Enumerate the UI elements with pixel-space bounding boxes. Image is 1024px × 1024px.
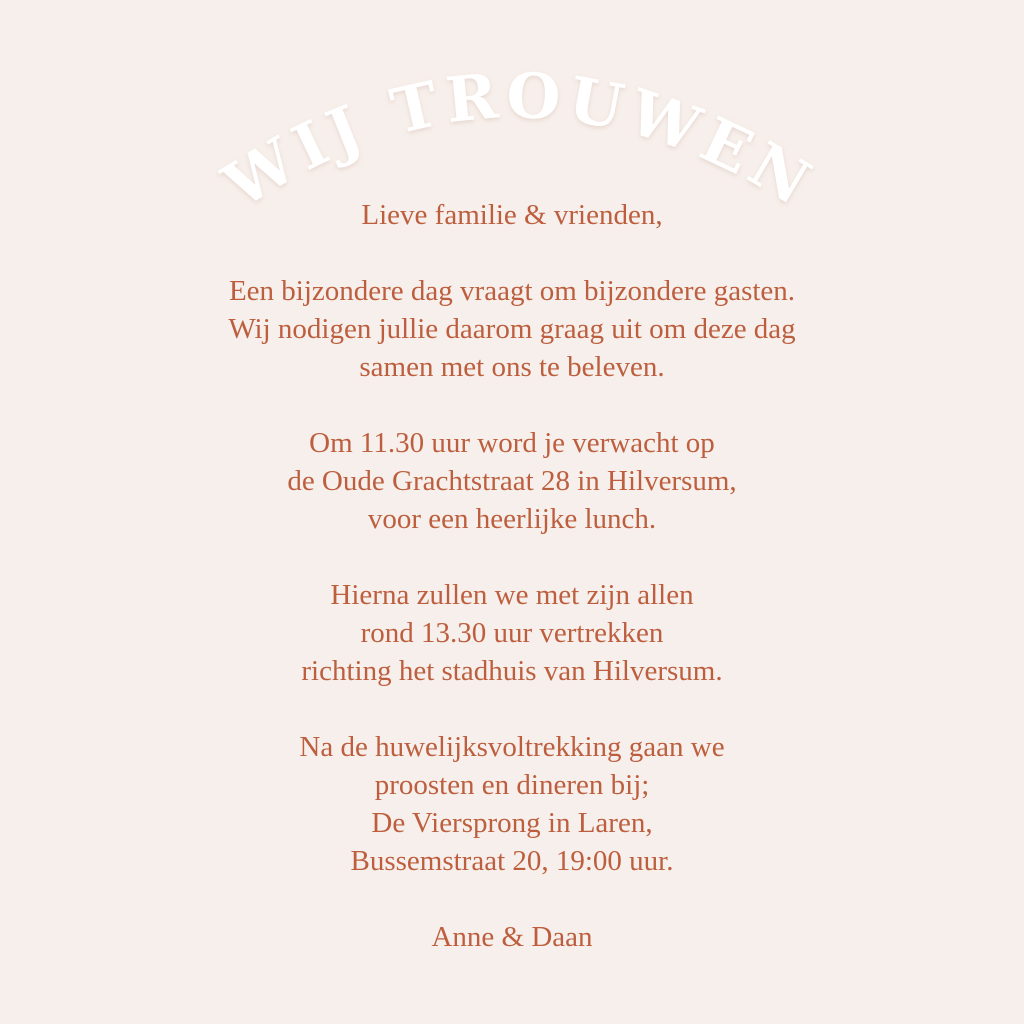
greeting-block: [0, 196, 1024, 234]
ceremony-line-1: Hierna zullen we met zijn allen: [330, 579, 694, 611]
title-textpath: WIJ TROUWEN: [211, 58, 828, 223]
signature-block: [0, 918, 1024, 956]
lunch-line-1: Om 11.30 uur word je verwacht op: [309, 427, 715, 459]
paragraph-ceremony: [0, 576, 1024, 690]
dinner-line-1: Na de huwelijksvoltrekking gaan we: [299, 731, 725, 763]
dinner-line-4: Bussemstraat 20, 19:00 uur.: [350, 845, 674, 877]
paragraph-lunch: [0, 424, 1024, 538]
signature: Anne & Daan: [431, 921, 593, 953]
greeting: Lieve familie & vrienden,: [361, 199, 663, 231]
intro-line-3: samen met ons te beleven.: [359, 351, 665, 383]
ceremony-line-2: rond 13.30 uur vertrekken: [360, 617, 664, 649]
lunch-line-2: de Oude Grachtstraat 28 in Hilversum,: [287, 465, 737, 497]
dinner-line-3: De Viersprong in Laren,: [371, 807, 653, 839]
dinner-line-2: proosten en dineren bij;: [374, 769, 650, 801]
intro-line-1: Een bijzondere dag vraagt om bijzondere gasten.: [228, 275, 796, 307]
paragraph-dinner: [0, 728, 1024, 880]
intro-line-2: Wij nodigen jullie daarom graag uit om deze dag: [228, 313, 796, 345]
paragraph-intro: [0, 272, 1024, 386]
ceremony-line-3: richting het stadhuis van Hilversum.: [301, 655, 723, 687]
lunch-line-3: voor een heerlijke lunch.: [367, 503, 657, 535]
invitation-body: [0, 196, 1024, 956]
